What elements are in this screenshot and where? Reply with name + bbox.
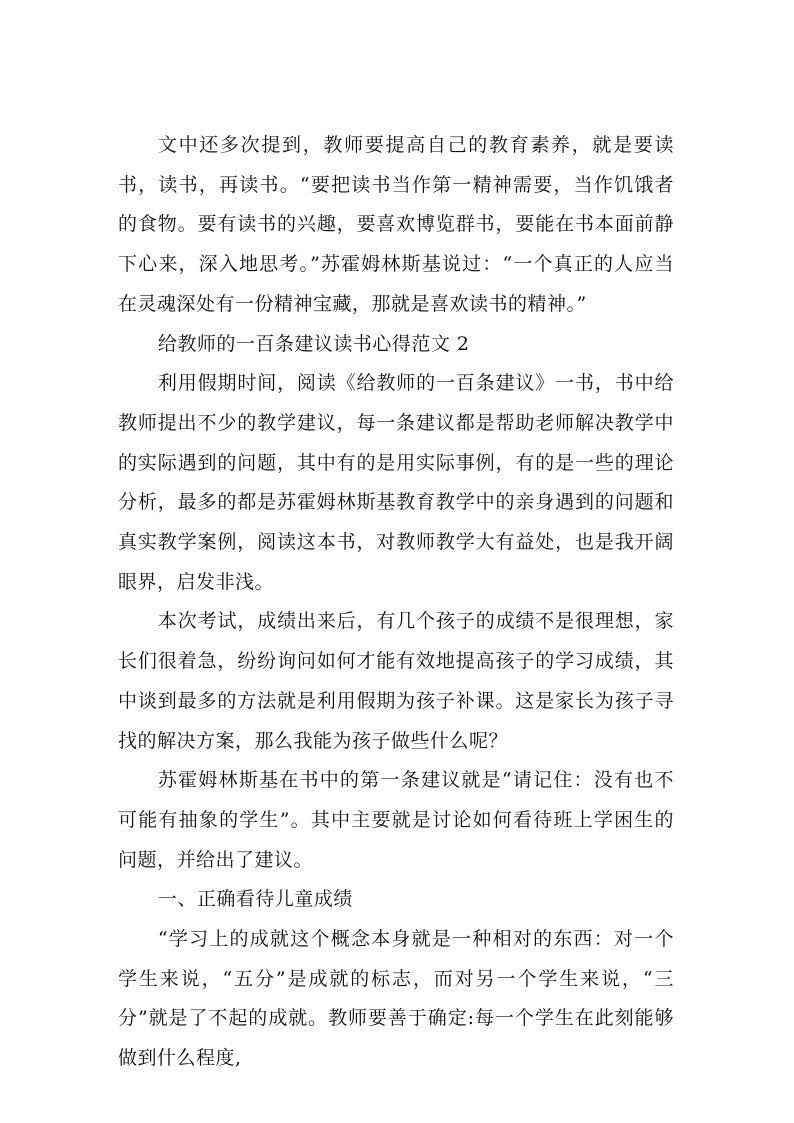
section-title-essay-2: 给教师的一百条建议读书心得范文 2 xyxy=(157,332,470,355)
paragraph-relative-achievement: “学习上的成就这个概念本身就是一种相对的东西：对一个学生来说，“五分”是成就的标志，而对另一个学生来说，“三分”就是了不起的成就。教师要善于确定:每一个学生在此刻能够做到什么程度, xyxy=(118,928,674,1070)
subheading-view-grades: 一、正确看待儿童成绩 xyxy=(157,888,353,911)
paragraph-first-suggestion: 苏霍姆林斯基在书中的第一条建议就是“请记住：没有也不可能有抽象的学生”。其中主要就是讨论如何看待班上学困生的问题，并给出了建议。 xyxy=(118,769,674,871)
paragraph-holiday-reading: 利用假期时间，阅读《给教师的一百条建议》一书，书中给教师提出不少的教学建议，每一条建议都是帮助老师解决教学中的实际遇到的问题，其中有的是用实际事例，有的是一些的理论分析，最多的都是苏霍姆林斯基教育教学中的亲身遇到的问题和真实教学案例，阅读这本书，对教师教学大有益处，也是我开阔眼界，启发非浅。 xyxy=(118,372,674,593)
document-body xyxy=(118,126,674,1079)
paragraph-exam-results: 本次考试，成绩出来后，有几个孩子的成绩不是很理想，家长们很着急，纷纷询问如何才能有效地提高孩子的学习成绩，其中谈到最多的方法就是利用假期为孩子补课。这是家长为孩子寻找的解决方案，那么我能为孩子做些什么呢？ xyxy=(118,610,674,752)
paragraph-reading-spirit: 文中还多次提到，教师要提高自己的教育素养，就是要读书，读书，再读书。“要把读书当作第一精神需要，当作饥饿者的食物。要有读书的兴趣，要喜欢博览群书，要能在书本面前静下心来，深入地思考。”苏霍姆林斯基说过：“一个真正的人应当在灵魂深处有一份精神宝藏，那就是喜欢读书的精神。” xyxy=(118,134,674,315)
